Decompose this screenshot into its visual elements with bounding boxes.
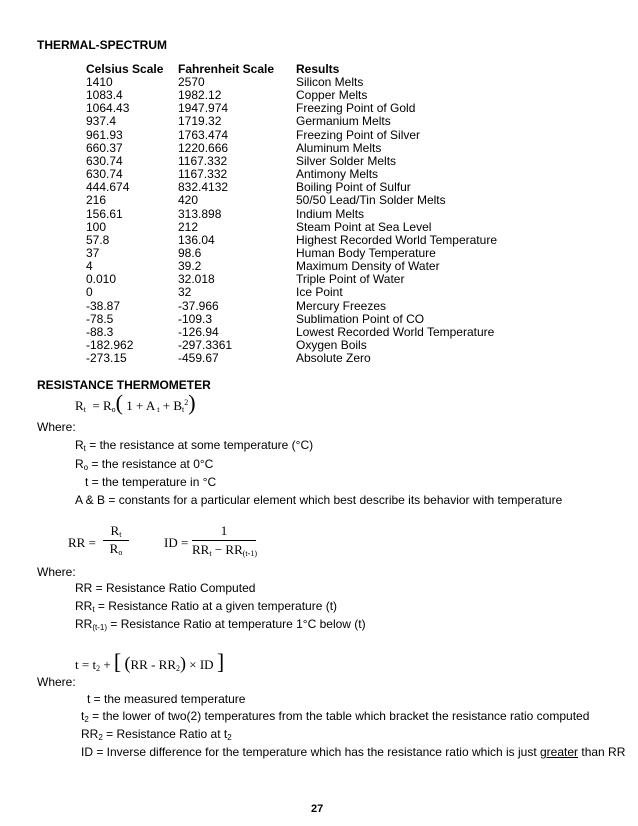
table-row (86, 194, 606, 207)
cell-celsius: 1083.4 (86, 88, 123, 103)
cell-celsius: 1410 (86, 75, 113, 89)
cell-fahrenheit: 39.2 (178, 259, 202, 274)
cell-celsius: -182.962 (86, 338, 134, 352)
cell-result: Copper Melts (296, 88, 368, 103)
table-row (86, 76, 606, 89)
equation-rr-lhs: RR = (68, 535, 96, 550)
cell-celsius: 0.010 (86, 272, 117, 287)
table-row (86, 129, 606, 142)
def-rr: RR = Resistance Ratio Computed (75, 581, 256, 595)
cell-result: Steam Point at Sea Level (296, 219, 432, 234)
cell-celsius: 630.74 (86, 167, 123, 182)
cell-celsius: 961.93 (86, 127, 123, 142)
cell-fahrenheit: 1167.332 (178, 167, 228, 182)
table-row (86, 234, 606, 247)
cell-fahrenheit: 1947.974 (178, 101, 229, 116)
cell-fahrenheit: 32.018 (178, 272, 215, 287)
header-fahrenheit: Fahrenheit Scale (178, 62, 275, 76)
def-ro: $R_o$ = the resistance at 0°C (75, 457, 214, 472)
cell-fahrenheit: 420 (178, 193, 199, 208)
table-row (86, 273, 606, 286)
cell-result: Antimony Melts (296, 167, 379, 182)
cell-fahrenheit: 136.04 (178, 232, 215, 247)
equation-id-bar (192, 540, 256, 541)
cell-celsius: 1064.43 (86, 101, 130, 116)
cell-fahrenheit: 313.898 (178, 206, 222, 221)
def-rrt1: $RR_{(t-1)}$ = Resistance Ratio at temperature 1°C below (t) (75, 617, 366, 632)
table-row (86, 168, 606, 181)
cell-celsius: 660.37 (86, 140, 123, 155)
cell-result: Mercury Freezes (296, 298, 387, 313)
table-row (86, 313, 606, 326)
def-rrt: $RR_t$ = Resistance Ratio at a given temperature (t) (75, 599, 338, 614)
equation-resistance: $R_t = R_o$( 1 + A $_t + B_t^2$) (75, 390, 196, 415)
table-row (86, 142, 606, 155)
equation-id-den: $RR_t - RR_{(t-1)}$ (192, 542, 257, 558)
cell-fahrenheit: 32 (178, 285, 192, 300)
table-row (86, 115, 606, 128)
table-row (86, 208, 606, 221)
cell-fahrenheit: -459.67 (178, 351, 219, 366)
cell-fahrenheit: 2570 (178, 75, 205, 89)
table-row (86, 339, 606, 352)
equation-rr-den: $R_o$ (109, 541, 123, 557)
where-label-2: Where: (37, 565, 76, 579)
equation-id-num: 1 (220, 523, 228, 538)
cell-fahrenheit: 1982.12 (178, 88, 222, 103)
table-row (86, 155, 606, 168)
cell-result: Sublimation Point of CO (296, 311, 425, 326)
header-results: Results (296, 62, 340, 76)
cell-fahrenheit: 212 (178, 219, 199, 234)
cell-celsius: 444.674 (86, 180, 130, 195)
cell-result: Germanium Melts (296, 114, 391, 129)
cell-result: Triple Point of Water (296, 272, 405, 287)
cell-celsius: 937.4 (86, 114, 117, 129)
cell-result: Silver Solder Melts (296, 153, 397, 168)
cell-celsius: 37 (86, 245, 100, 260)
equation-id-lhs: ID = (164, 535, 189, 550)
cell-result: Freezing Point of Gold (296, 101, 416, 116)
cell-result: Maximum Density of Water (296, 259, 440, 274)
def-t: t = the temperature in °C (85, 475, 217, 489)
table-row (86, 300, 606, 313)
cell-celsius: -38.87 (86, 298, 121, 313)
cell-result: Indium Melts (296, 206, 365, 221)
def-id: ID = Inverse difference for the temperature which has the resistance ratio which is just greater than RR (81, 745, 626, 759)
cell-celsius: 630.74 (86, 153, 123, 168)
cell-celsius: 4 (86, 259, 93, 274)
cell-fahrenheit: 1719.32 (178, 114, 222, 129)
cell-celsius: 100 (86, 219, 107, 234)
section-title-thermal: THERMAL-SPECTRUM (37, 38, 167, 52)
cell-fahrenheit: -37.966 (178, 298, 219, 313)
header-celsius: Celsius Scale (86, 62, 164, 76)
equation-temperature: $t = t_2$ + [ $(RR - RR_2)$ × ID ] (75, 649, 225, 674)
def-rr2: $RR_2$ = Resistance Ratio at $t_2$ (81, 727, 232, 742)
def-t2: $t_2$ = the lower of two(2) temperatures from the table which bracket the resistance ratio computed (81, 709, 590, 724)
cell-fahrenheit: 1220.666 (178, 140, 229, 155)
def-ab: A & B = constants for a particular element which best describe its behavior with temperature (75, 493, 563, 507)
cell-fahrenheit: 1763.474 (178, 127, 229, 142)
where-label-3: Where: (37, 675, 76, 689)
def-rt: $R_t$ = the resistance at some temperature (°C) (75, 438, 314, 453)
table-row (86, 221, 606, 234)
cell-result: Highest Recorded World Temperature (296, 232, 497, 247)
cell-fahrenheit: -126.94 (178, 324, 219, 339)
where-label-1: Where: (37, 420, 76, 434)
table-row (86, 260, 606, 273)
page-number: 27 (311, 803, 324, 815)
cell-celsius: 216 (86, 193, 107, 208)
cell-result: 50/50 Lead/Tin Solder Melts (296, 193, 446, 208)
cell-result: Aluminum Melts (296, 140, 382, 155)
cell-celsius: 0 (86, 285, 93, 300)
table-row (86, 286, 606, 299)
cell-result: Oxygen Boils (296, 338, 367, 352)
section-title-resistance: RESISTANCE THERMOMETER (37, 378, 211, 392)
table-row (86, 326, 606, 339)
equation-rr-num: $R_t$ (110, 523, 122, 539)
cell-fahrenheit: -297.3361 (178, 338, 233, 352)
cell-result: Human Body Temperature (296, 245, 436, 260)
cell-result: Boiling Point of Sulfur (296, 180, 411, 195)
table-row (86, 247, 606, 260)
cell-result: Silicon Melts (296, 75, 364, 89)
table-row (86, 181, 606, 194)
cell-fahrenheit: -109.3 (178, 311, 213, 326)
cell-fahrenheit: 832.4132 (178, 180, 229, 195)
cell-fahrenheit: 1167.332 (178, 153, 228, 168)
cell-celsius: 57.8 (86, 232, 110, 247)
cell-result: Absolute Zero (296, 351, 371, 366)
table-row (86, 352, 606, 365)
cell-result: Lowest Recorded World Temperature (296, 324, 495, 339)
table-row (86, 102, 606, 115)
cell-celsius: 156.61 (86, 206, 123, 221)
table-row (86, 89, 606, 102)
def-t-measured: t = the measured temperature (87, 692, 246, 706)
cell-celsius: -88.3 (86, 324, 114, 339)
cell-result: Ice Point (296, 285, 343, 300)
cell-celsius: -273.15 (86, 351, 127, 366)
cell-result: Freezing Point of Silver (296, 127, 421, 142)
cell-celsius: -78.5 (86, 311, 114, 326)
cell-fahrenheit: 98.6 (178, 245, 202, 260)
